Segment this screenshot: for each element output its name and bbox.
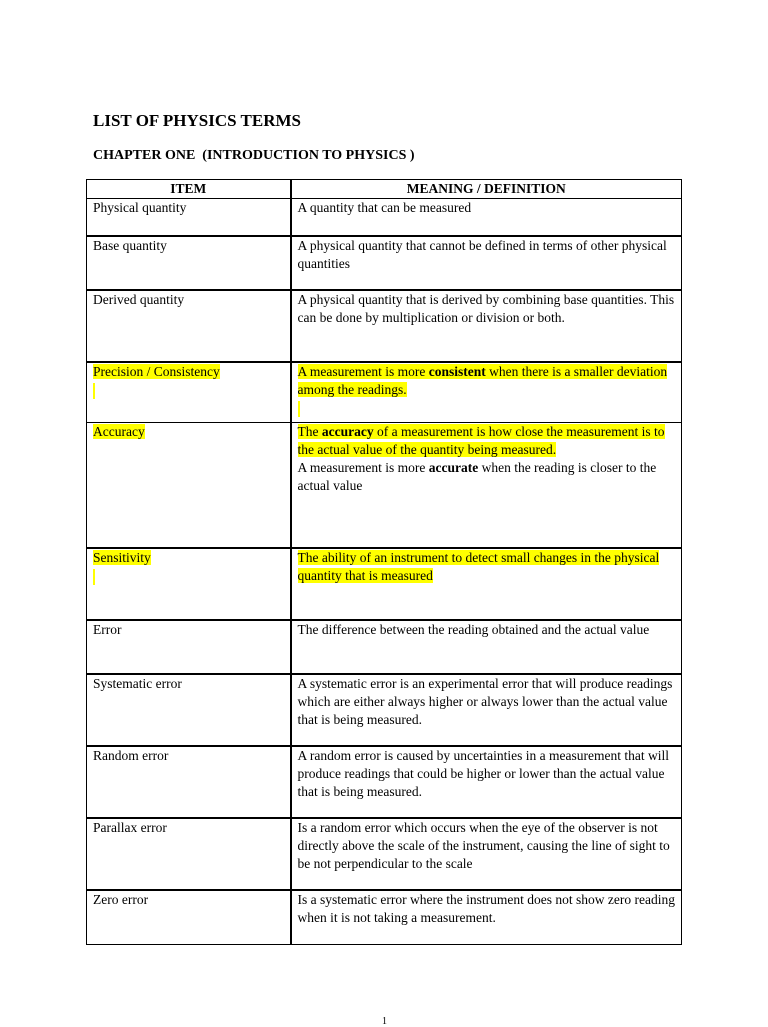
table-row [87,890,682,944]
term-cell: Zero error [87,890,291,944]
highlighted-term: Sensitivity [93,550,151,565]
table-row [87,746,682,818]
definition-cell: A quantity that can be measured [291,199,682,236]
definition-cell: A physical quantity that cannot be defined in terms of other physical quantities [291,236,682,290]
highlight-mark [93,569,95,585]
definition-cell: Is a systematic error where the instrument does not show zero reading when it is not taking a measurement. [291,890,682,944]
definition-cell [291,422,682,548]
definition-cell [291,548,682,620]
table-row [87,620,682,674]
term-cell: Random error [87,746,291,818]
definition-cell: A systematic error is an experimental error that will produce readings which are either always higher or always lower than the actual value that is being measured. [291,674,682,746]
term-cell: Derived quantity [87,290,291,362]
definition-cell: A physical quantity that is derived by combining base quantities. This can be done by multiplication or division or both. [291,290,682,362]
term-cell: Systematic error [87,674,291,746]
table-row [87,362,682,423]
header-item: ITEM [87,180,291,199]
header-definition: MEANING / DEFINITION [291,180,682,199]
term-cell [87,362,291,423]
term-cell: Physical quantity [87,199,291,236]
highlighted-term: Precision / Consistency [93,363,220,379]
table-row [87,199,682,236]
page-number: 1 [382,1016,387,1027]
definition-cell: The difference between the reading obtained and the actual value [291,620,682,674]
table-row [87,290,682,362]
table-row [87,422,682,548]
term-cell: Parallax error [87,818,291,890]
highlight-mark [298,401,300,417]
definition-cell: A random error is caused by uncertainties in a measurement that will produce readings that could be higher or lower than the actual value that is being measured. [291,746,682,818]
highlighted-definition: The accuracy of a measurement is how close the measurement is to the actual value of the quantity being measured. [297,423,665,457]
table-row [87,548,682,620]
document-title: LIST OF PHYSICS TERMS [93,111,302,130]
table-row [87,674,682,746]
term-cell: Error [87,620,291,674]
term-cell [87,422,291,548]
chapter-heading: CHAPTER ONE (INTRODUCTION TO PHYSICS ) [93,148,415,163]
highlighted-term: Accuracy [93,423,145,439]
highlight-mark [93,383,95,399]
table-header-row [87,180,682,199]
definition-cell [291,362,682,423]
definition-extra: A measurement is more accurate when the reading is closer to the actual value [297,459,657,493]
term-cell [87,548,291,620]
table-row [87,236,682,290]
table-row [87,818,682,890]
physics-terms-table [86,179,682,945]
highlighted-definition: A measurement is more consistent when there is a smaller deviation among the readings. [297,363,668,397]
term-cell: Base quantity [87,236,291,290]
definition-cell: Is a random error which occurs when the eye of the observer is not directly above the scale of the instrument, causing the line of sight to be not perpendicular to the scale [291,818,682,890]
highlighted-definition: The ability of an instrument to detect small changes in the physical quantity that is measured [297,550,660,583]
